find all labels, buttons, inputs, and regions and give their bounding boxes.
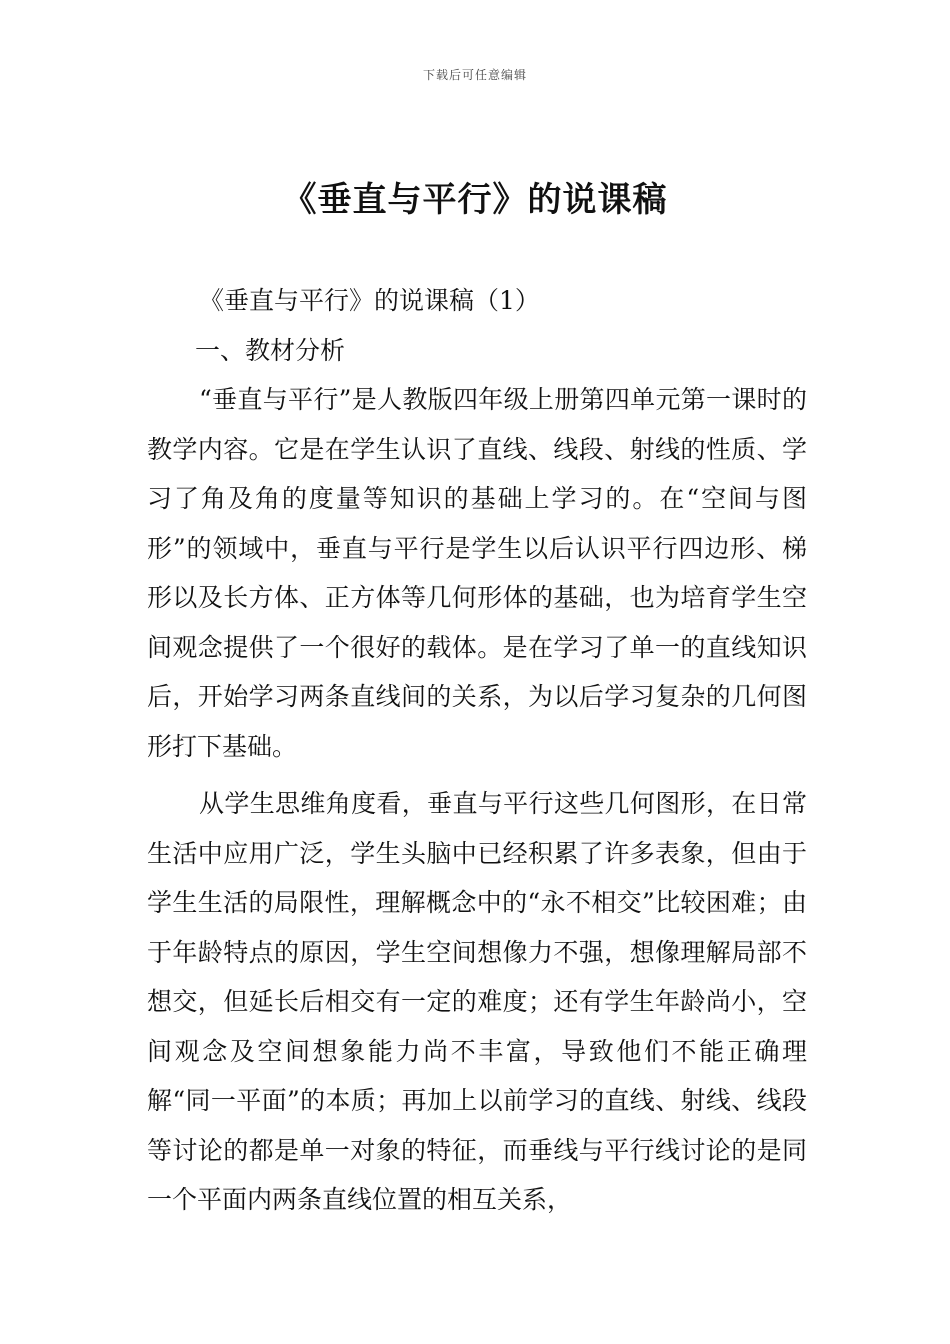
paragraph: 从学生思维角度看，垂直与平行这些几何图形，在日常生活中应用广泛，学生头脑中已经积累了许多表象，但由于学生生活的局限性，理解概念中的“永不相交”比较困难；由于年龄特点的原因，学生空间想像力不强，想像理解局部不想交，但延长后相交有一定的难度；还有学生年龄尚小，空间观念及空间想象能力尚不丰富，导致他们不能正确理解“同一平面”的本质；再加上以前学习的直线、射线、线段等讨论的都是单一对象的特征，而垂线与平行线讨论的是同一个平面内两条直线位置的相互关系， (147, 789, 807, 1214)
paragraph: “垂直与平行”是人教版四年级上册第四单元第一课时的教学内容。它是在学生认识了直线、线段、射线的性质、学习了角及角的度量等知识的基础上学习的。在“空间与图形”的领域中，垂直与平行是学生以后认识平行四边形、梯形以及长方体、正方体等几何形体的基础，也为培育学生空间观念提供了一个很好的载体。是在学习了单一的直线知识后，开始学习两条直线间的关系，为以后学习复杂的几何图形打下基础。 (147, 385, 807, 761)
section-heading: 一、教材分析 (195, 335, 346, 365)
document-subtitle: 《垂直与平行》的说课稿（1） (199, 286, 540, 315)
header-note: 下载后可任意编辑 (422, 68, 527, 82)
document-body (147, 276, 807, 1225)
document-title: 《垂直与平行》的说课稿 (282, 180, 668, 220)
